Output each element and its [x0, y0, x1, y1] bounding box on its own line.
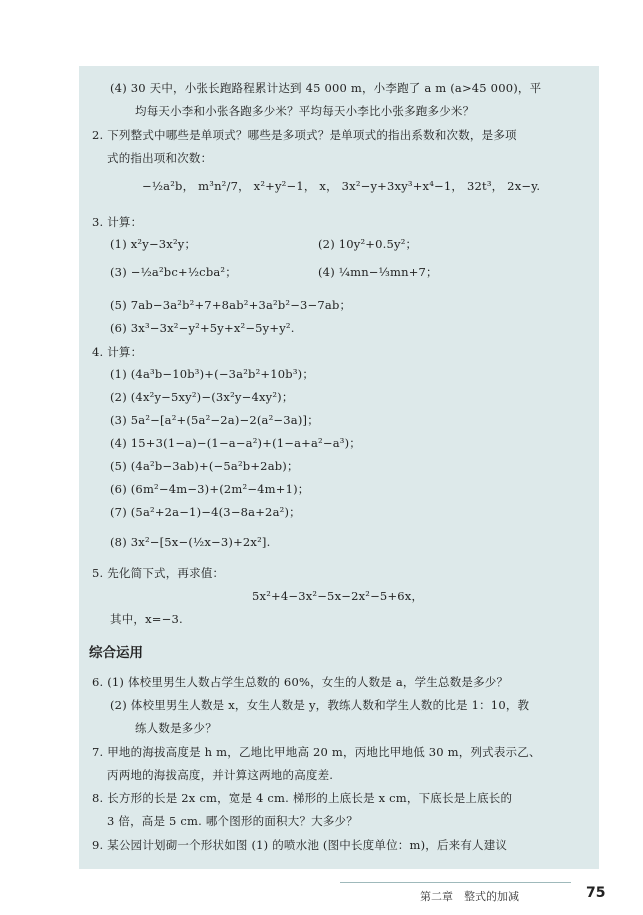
- chapter-title: 第二章 整式的加减: [420, 890, 519, 903]
- math-line: (6) (6m²−4m−3)+(2m²−4m+1)；: [110, 482, 310, 496]
- text-line: 9. 某公园计划砌一个形状如图 (1) 的喷水池 (图中长度单位：m)，后来有人建议: [92, 838, 508, 852]
- text-line: 均每天小李和小张各跑多少米？平均每天小李比小张多跑多少米？: [135, 104, 475, 118]
- page-number: 75: [586, 885, 606, 901]
- text-line: 5. 先化简下式，再求值：: [92, 566, 225, 580]
- math-line: (5) (4a²b−3ab)+(−5a²b+2ab)；: [110, 459, 299, 473]
- text-line: 练人数是多少？: [135, 721, 217, 735]
- math-line: (3) −½a²bc+½cba²；: [110, 265, 237, 279]
- text-line: 丙两地的海拔高度，并计算这两地的高度差.: [107, 768, 334, 782]
- text-line: 其中，x=−3.: [110, 612, 183, 626]
- math-line: (3) 5a²−[a²+(5a²−2a)−2(a²−3a)]；: [110, 413, 319, 427]
- math-line: (7) (5a²+2a−1)−4(3−8a+2a²)；: [110, 505, 301, 519]
- text-line: 3 倍，高是 5 cm. 哪个图形的面积大？大多少？: [107, 814, 358, 828]
- text-line: 式的指出项和次数：: [107, 151, 213, 165]
- math-line: 5x²+4−3x²−5x−2x²−5+6x，: [252, 589, 424, 603]
- text-line: (4) 30 天中，小张长跑路程累计达到 45 000 m，小李跑了 a m (a>45 000)，平: [110, 81, 542, 95]
- footer-rule: [340, 882, 571, 883]
- math-line: (1) x²y−3x²y；: [110, 237, 197, 251]
- math-line: (8) 3x²−[5x−(½x−3)+2x²].: [110, 535, 271, 549]
- text-line: 7. 甲地的海拔高度是 h m，乙地比甲地高 20 m，丙地比甲地低 30 m，列式表示乙、: [92, 745, 541, 759]
- math-line: (4) 15+3(1−a)−(1−a−a²)+(1−a+a²−a³)；: [110, 436, 361, 450]
- text-line: 3. 计算：: [92, 215, 143, 229]
- math-line: (2) (4x²y−5xy²)−(3x²y−4xy²)；: [110, 390, 294, 404]
- text-line: 4. 计算：: [92, 345, 143, 359]
- text-line: (2) 体校里男生人数是 x，女生人数是 y，教练人数和学生人数的比是 1：10，教: [110, 698, 530, 712]
- math-line: (1) (4a³b−10b³)+(−3a²b²+10b³)；: [110, 367, 315, 381]
- text-line: 6. (1) 体校里男生人数占学生总数的 60%，女生的人数是 a，学生总数是多少？: [92, 675, 509, 689]
- math-line: (6) 3x³−3x²−y²+5y+x²−5y+y².: [110, 321, 295, 335]
- text-line: 2. 下列整式中哪些是单项式？哪些是多项式？是单项式的指出系数和次数，是多项: [92, 128, 517, 142]
- section-heading: 综合运用: [89, 645, 143, 661]
- text-line: 8. 长方形的长是 2x cm，宽是 4 cm. 梯形的上底长是 x cm，下底长是上底长的: [92, 791, 513, 805]
- math-line: (2) 10y²+0.5y²；: [318, 237, 418, 251]
- math-line: −½a²b， m³n²/7， x²+y²−1， x， 3x²−y+3xy³+x⁴−1， 32t³， 2x−y.: [142, 179, 541, 193]
- math-line: (5) 7ab−3a²b²+7+8ab²+3a²b²−3−7ab；: [110, 298, 352, 312]
- math-line: (4) ¼mn−⅓mn+7；: [318, 265, 438, 279]
